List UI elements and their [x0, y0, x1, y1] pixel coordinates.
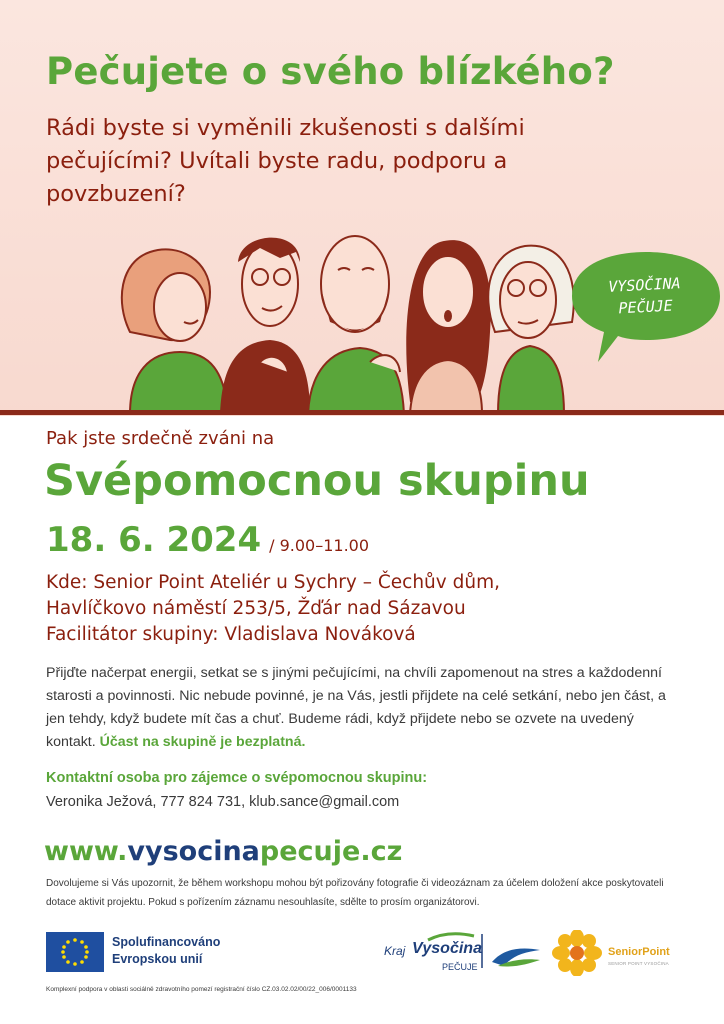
- hero-banner: [0, 0, 724, 416]
- place-line-1: Kde: Senior Point Ateliér u Sychry – Čechův dům,: [46, 572, 500, 593]
- vysocina-word: Vysočina: [412, 940, 482, 957]
- contact-details: Veronika Ježová, 777 824 731, klub.sance@gmail.com: [46, 794, 400, 810]
- event-place: [46, 570, 686, 648]
- person-3: [308, 236, 404, 414]
- eu-funding-text: Spolufinancováno Evropskou unií: [112, 935, 221, 966]
- eu-flag-icon: [46, 932, 104, 972]
- person-5: [488, 246, 574, 414]
- flower-logo-icon: [552, 930, 602, 976]
- website-link[interactable]: www.vysocinapecuje.cz: [44, 836, 403, 867]
- caregivers-illustration: [110, 222, 580, 414]
- body-paragraph: Přijďte načerpat energii, setkat se s jinými pečujícími, na chvíli zapomenout na stres a každodenní starosti a povinnosti. Nic nebude povinné, je na Vás, jestli přijdete na celé setkání, nebo jen část, a jen tehdy, když budete mít čas a chuť. Budeme rádi, když přijdete nebo se ozvete na uvedený kontakt. Účast na skupině je bezplatná.: [46, 665, 666, 750]
- contact-heading: Kontaktní osoba pro zájemce o svépomocnou skupinu:: [46, 770, 428, 786]
- person-2: [220, 238, 310, 414]
- place-line-2: Havlíčkovo náměstí 253/5, Žďár nad Sázavou: [46, 598, 466, 619]
- senior-point-sub: SENIOR POINT VYSOČINA: [608, 961, 669, 966]
- event-date: 18. 6. 2024: [46, 520, 262, 560]
- bubble-text: VYSOČINA PEČUJE: [607, 274, 681, 318]
- person-4: [406, 240, 491, 414]
- headline: Pečujete o svého blízkého?: [46, 50, 615, 93]
- kraj-pecuje: PEČUJE: [442, 962, 478, 972]
- event-time: / 9.00–11.00: [269, 536, 370, 555]
- free-entry-note: Účast na skupině je bezplatná.: [99, 734, 306, 750]
- person-1: [122, 249, 228, 414]
- invite-text: Pak jste srdečně zváni na: [46, 428, 275, 449]
- swirl-logo-icon: [488, 936, 544, 972]
- senior-point-logo: SeniorPoint: [608, 946, 670, 958]
- date-row: [46, 520, 369, 560]
- footer-registration: Komplexní podpora v oblasti sociálně zdravotního pomezí registrační číslo CZ.03.02.02/00/22_006/0001133: [46, 986, 357, 993]
- facilitator: Facilitátor skupiny: Vladislava Nováková: [46, 624, 416, 645]
- subheadline: Rádi byste si vyměnili zkušenosti s dalšími pečujícími? Uvítali byste radu, podporu a povzbuzení?: [46, 115, 525, 207]
- event-title: Svépomocnou skupinu: [44, 456, 590, 506]
- disclaimer: Dovolujeme si Vás upozornit, že během workshopu mohou být pořizovány fotografie či videozáznam za účelem doložení akce poskytovateli dotace aktivit projektu. Pokud s pořízením záznamu nesouhlasíte, sdělte to prosím organizátorovi.: [46, 878, 664, 908]
- kraj-word: Kraj: [384, 944, 406, 958]
- hero-divider: [0, 410, 724, 415]
